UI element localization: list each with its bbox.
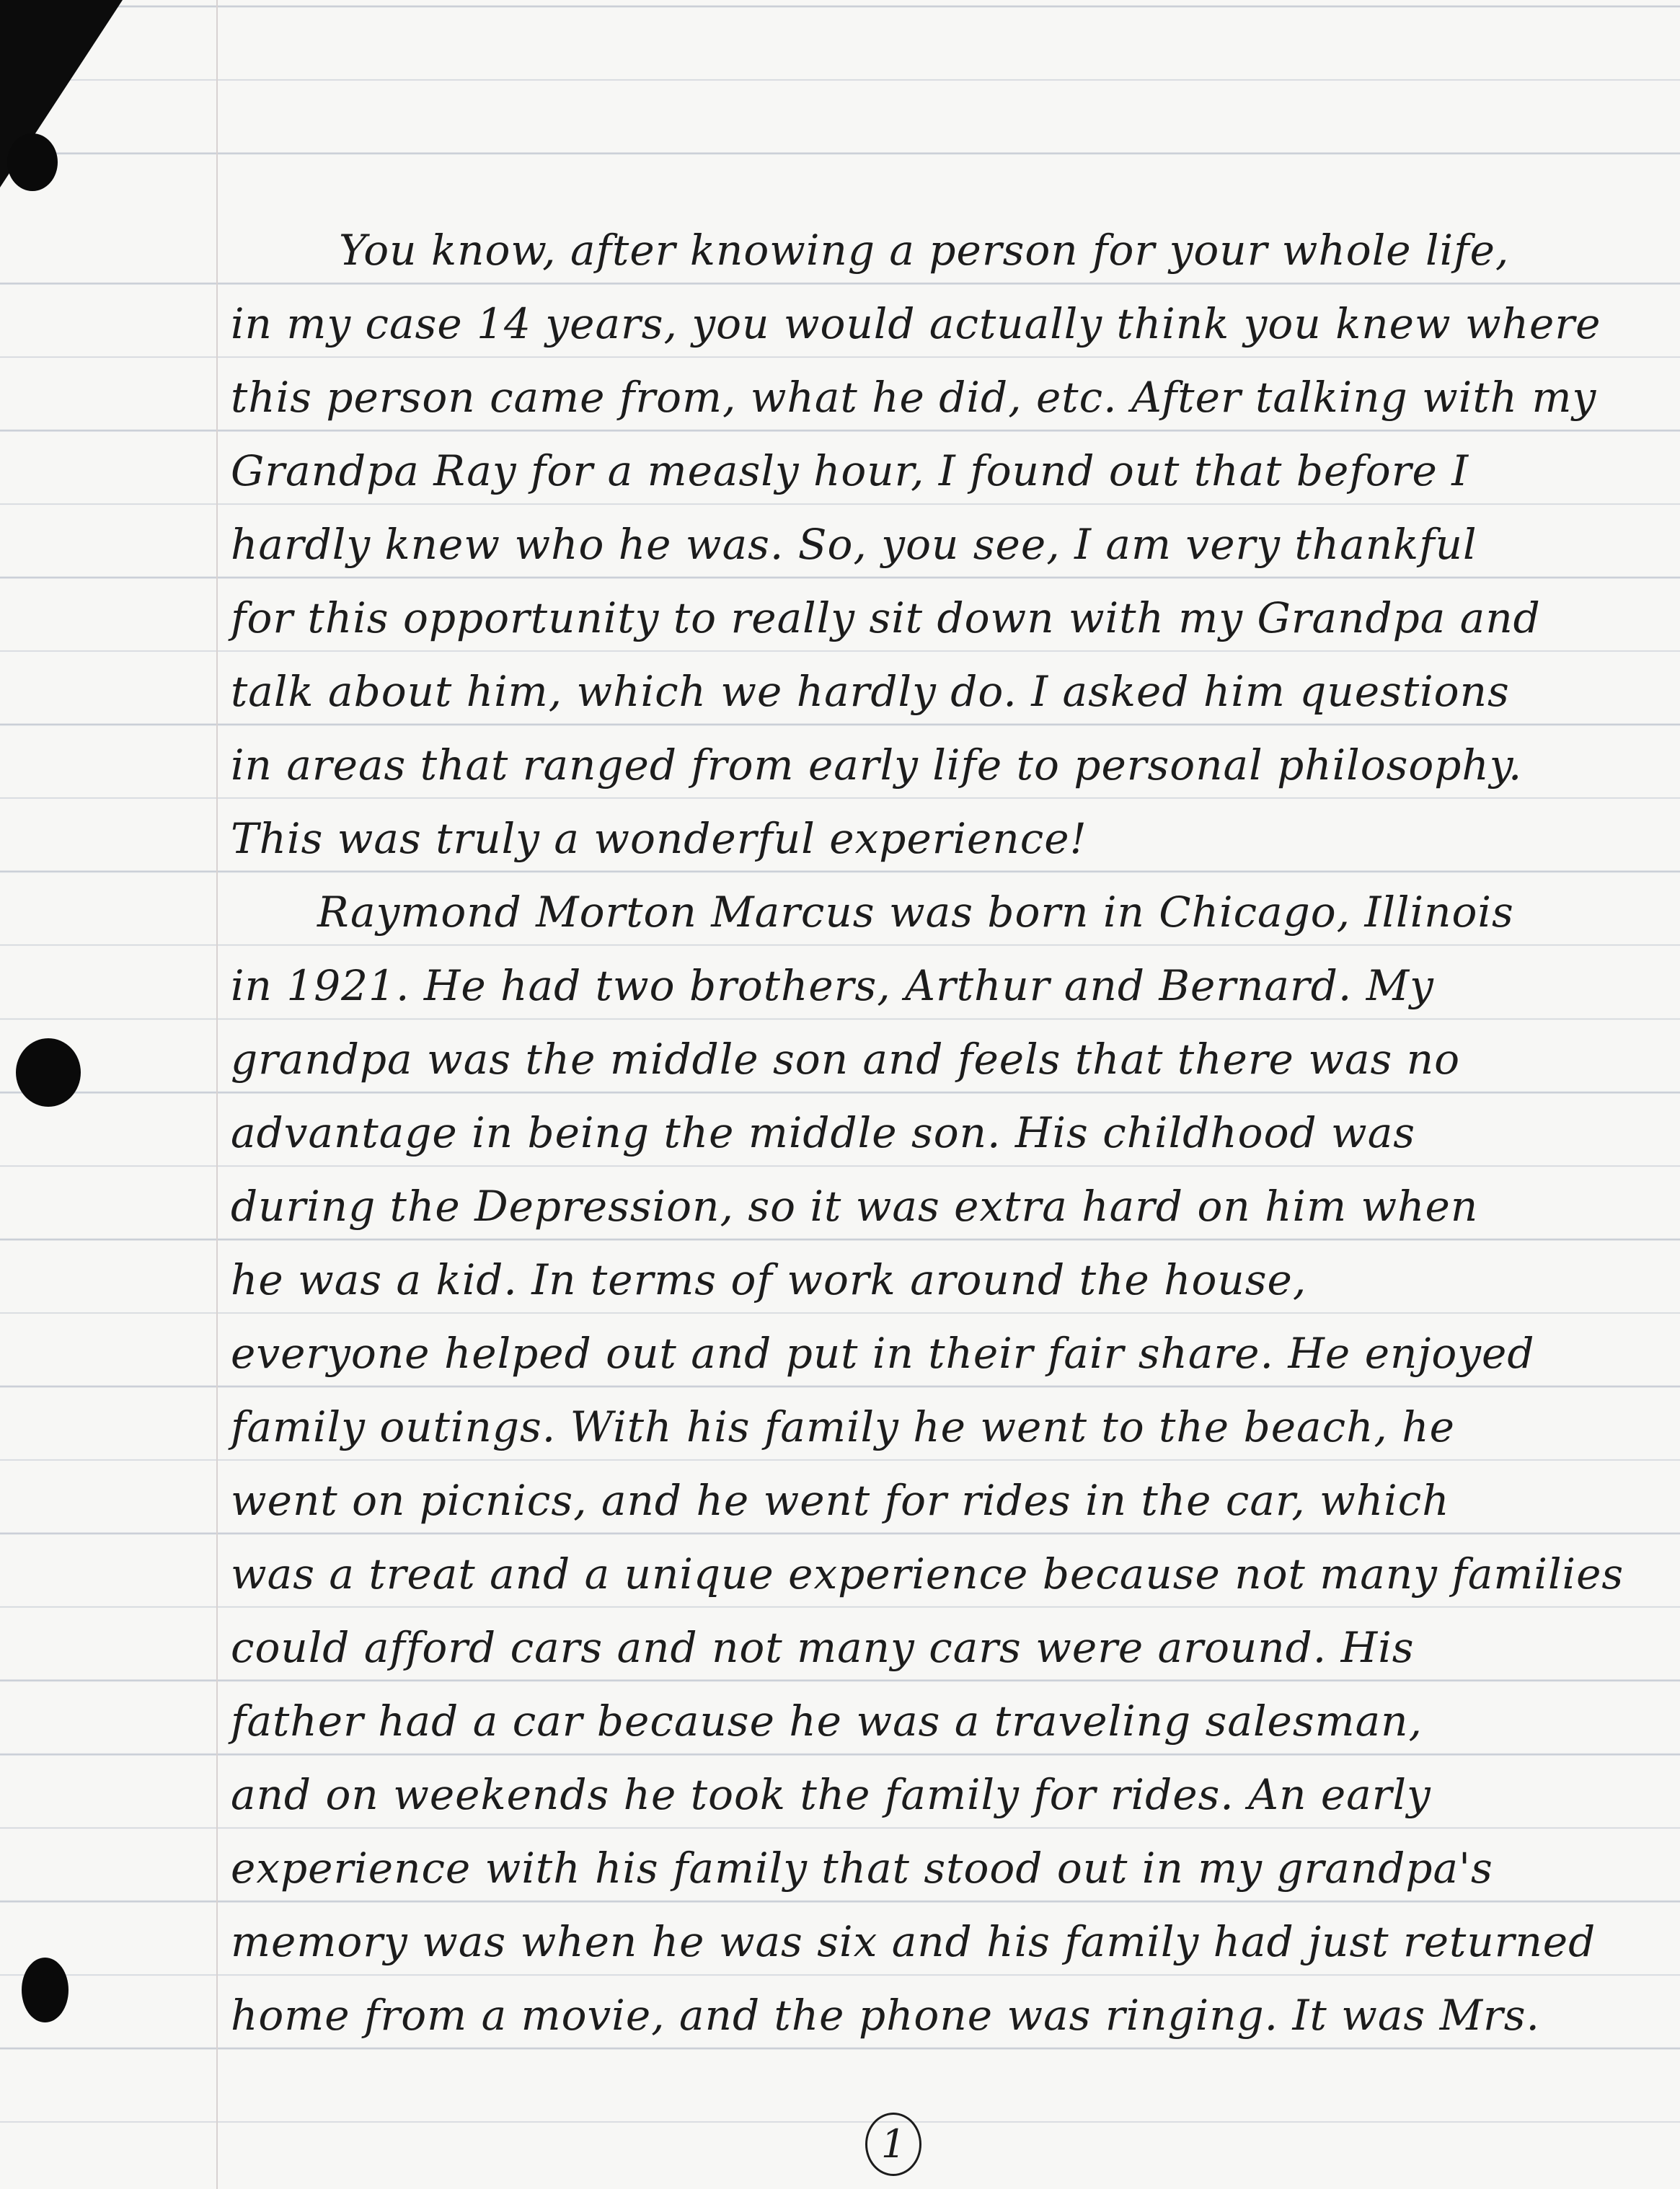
- text-line: could afford cars and not many cars were around. His: [231, 1623, 1415, 1672]
- text-line: Grandpa Ray for a measly hour, I found out that before I: [231, 446, 1469, 495]
- text-line: and on weekends he took the family for rides. An early: [231, 1770, 1431, 1819]
- text-line: Raymond Morton Marcus was born in Chicago, Illinois: [317, 888, 1514, 937]
- text-line: grandpa was the middle son and feels that there was no: [231, 1035, 1461, 1084]
- punch-hole-bottom: [22, 1958, 68, 2022]
- text-line: in 1921. He had two brothers, Arthur and Bernard. My: [231, 961, 1434, 1010]
- text-line: this person came from, what he did, etc. After talking with my: [231, 373, 1597, 422]
- text-line: in my case 14 years, you would actually think you knew where: [231, 299, 1601, 348]
- text-line: was a treat and a unique experience because not many families: [231, 1549, 1624, 1598]
- text-line: experience with his family that stood out in my grandpa's: [231, 1844, 1493, 1893]
- text-line: family outings. With his family he went to the beach, he: [231, 1402, 1455, 1451]
- text-line: talk about him, which we hardly do. I asked him questions: [231, 667, 1510, 716]
- text-line: hardly knew who he was. So, you see, I am very thankful: [231, 520, 1477, 569]
- text-line: during the Depression, so it was extra hard on him when: [231, 1182, 1479, 1231]
- margin-line: [216, 0, 218, 2189]
- page-number: 1: [865, 2113, 921, 2176]
- text-line: everyone helped out and put in their fair share. He enjoyed: [231, 1329, 1535, 1378]
- text-line: memory was when he was six and his family had just returned: [231, 1917, 1596, 1966]
- text-line: This was truly a wonderful experience!: [231, 814, 1087, 863]
- text-line: for this opportunity to really sit down with my Grandpa and: [231, 593, 1541, 642]
- punch-hole-top: [7, 133, 58, 191]
- text-line: he was a kid. In terms of work around the house,: [231, 1255, 1307, 1304]
- text-line: in areas that ranged from early life to personal philosophy.: [231, 740, 1523, 790]
- text-line: father had a car because he was a traveling salesman,: [231, 1697, 1423, 1746]
- punch-hole-middle: [16, 1038, 81, 1107]
- text-line: You know, after knowing a person for your whole life,: [339, 226, 1510, 275]
- text-line: went on picnics, and he went for rides in the car, which: [231, 1476, 1450, 1525]
- text-line: advantage in being the middle son. His childhood was: [231, 1108, 1416, 1157]
- text-line: home from a movie, and the phone was ringing. It was Mrs.: [231, 1991, 1540, 2040]
